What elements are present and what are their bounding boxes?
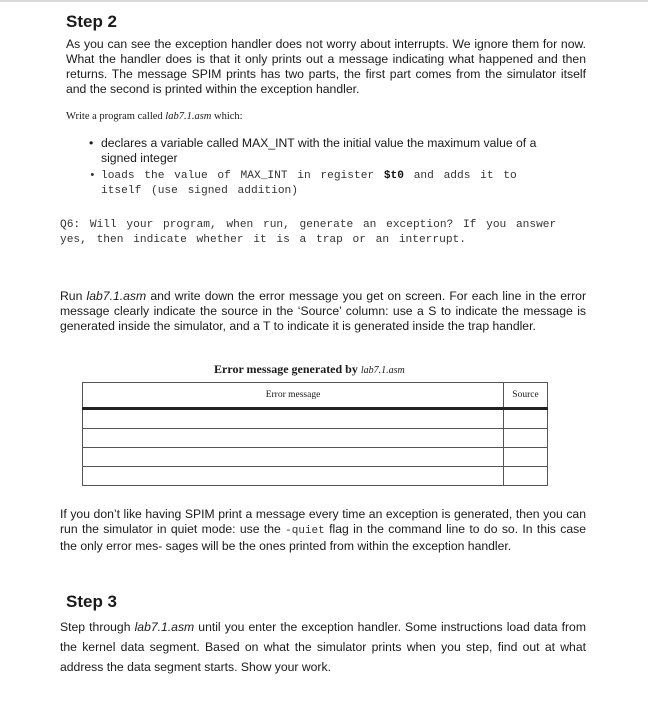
error-message-cell[interactable] xyxy=(83,467,504,486)
table-row xyxy=(83,409,548,429)
source-cell[interactable] xyxy=(504,467,548,486)
error-message-cell[interactable] xyxy=(83,429,504,448)
source-cell[interactable] xyxy=(504,448,548,467)
table-row xyxy=(83,429,548,448)
column-header-source: Source xyxy=(504,383,548,409)
source-cell[interactable] xyxy=(504,429,548,448)
bullet-load-add: • loads the value of MAX_INT in register $t0 and adds it to itself (use signed addition) xyxy=(86,169,566,199)
error-message-cell[interactable] xyxy=(83,448,504,467)
quiet-mode-paragraph: If you don’t like having SPIM print a message every time an exception is generated, then you can run the simulator in quiet mode: use the -quiet flag in the command line to do so. In this case the only error mes- sages will be the ones printed from within the exception handler. xyxy=(60,507,586,553)
step3-paragraph: Step through lab7.1.asm until you enter the exception handler. Some instructions load data from the kernel data segment. Based on what the simulator prints when you step, find out at what address the data segment starts. Show your work. xyxy=(60,620,586,674)
table-caption: Error message generated by lab7.1.asm xyxy=(214,362,405,376)
source-cell[interactable] xyxy=(504,409,548,429)
write-program-line: Write a program called lab7.1.asm which: xyxy=(66,111,243,122)
step3-heading: Step 3 xyxy=(66,592,118,611)
question-q6: Q6: Will your program, when run, generate an exception? If you answer yes, then indicate whether it is a trap or an interrupt. xyxy=(60,219,557,246)
requirements-list xyxy=(86,136,566,199)
table-row xyxy=(83,448,548,467)
table-header-row xyxy=(83,383,548,409)
error-message-table xyxy=(82,382,548,486)
step2-intro: As you can see the exception handler does not worry about interrupts. We ignore them for now. What the handler does is that it only prints out a message indicating what happened and then returns. The message SPIM prints has two parts, the first part comes from the simulator itself and the second is printed within the exception handler. xyxy=(66,37,586,96)
top-border xyxy=(0,0,648,2)
error-message-cell[interactable] xyxy=(83,409,504,429)
bullet-declare-max-int: • declares a variable called MAX_INT with the initial value the maximum value of a signed integer xyxy=(86,136,566,166)
table-row xyxy=(83,467,548,486)
column-header-error-message: Error message xyxy=(83,383,504,409)
step2-heading: Step 2 xyxy=(66,12,118,31)
run-instructions: Run lab7.1.asm and write down the error message you get on screen. For each line in the error message clearly indicate the source in the ‘Source’ column: use a S to indicate the message is generated inside the simulator, and a T to indicate it is generated inside the trap handler. xyxy=(60,289,586,333)
